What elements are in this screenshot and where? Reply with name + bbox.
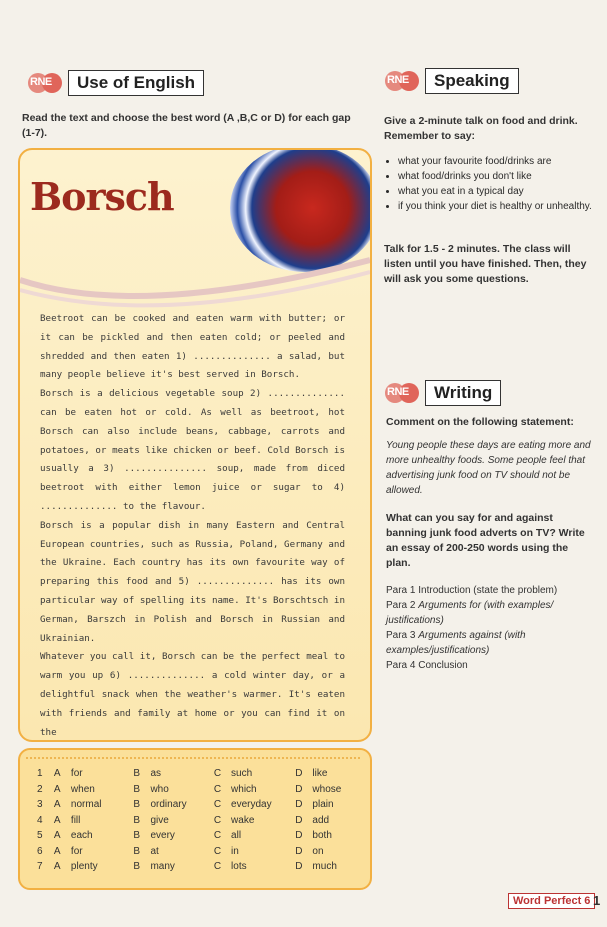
page-number: 1 [593,893,601,908]
option-number: 7 [37,861,43,873]
option-word: fill [70,814,81,826]
plan-item: Para 1 Introduction (state the problem) [386,585,558,596]
rne-badge-icon: RNE [385,71,419,91]
option-number: 1 [37,768,43,780]
writing-header [385,380,501,406]
answer-options-box [18,748,372,890]
option-word: plain [312,799,334,811]
table-row [34,782,370,798]
option-letter: B [133,814,141,826]
option-letter: D [295,845,303,857]
speaking-intro: Give a 2-minute talk on food and drink. Remember to say: [384,115,578,142]
passage-paragraph: Borsch is a delicious vegetable soup 2) .............. can be eaten hot or cold. As well as beetroot, hot Borsch can also include beans, cabbage, carrots and potatoes, or meats like chicken or beef. Cold Borsch is usually a 3) ............... soup, made from diced beetroot with either lemon juice or sugar to 4) .............. to the flavour. [40,388,345,512]
option-word: everyday [231,799,272,811]
option-word: for [70,768,83,780]
option-word: ordinary [150,799,187,811]
option-letter: C [213,830,222,842]
article-passage [40,310,345,742]
options-table [34,766,370,875]
speaking-closing: Talk for 1.5 - 2 minutes. The class will listen until you have finished. Then, they will ask you some questions. [384,243,587,285]
borsch-text-panel [18,148,372,742]
option-letter: A [53,845,61,857]
passage-paragraph: Borsch is a popular dish in many Eastern and Central European countries, such as Russia, Poland, Germany and the Ukraine. Each country has its own favourite way of preparing this food and 5) .............. has its own particular way of spelling its name. It's Borschtsch in German, Barszch in Polish and Borsch in Russian and Ukrainian. [40,519,345,644]
option-word: every [150,830,175,842]
option-number: 5 [37,830,43,842]
option-word: give [150,814,169,826]
use-of-english-instruction: Read the text and choose the best word (A ,B,C or D) for each gap (1-7). [22,112,351,139]
option-number: 6 [37,845,43,857]
table-row [34,859,370,875]
writing-heading: Writing [425,380,501,406]
option-word: when [70,783,95,795]
option-letter: D [295,814,303,826]
plan-item: Para 4 Conclusion [386,660,468,671]
option-letter: D [295,783,303,795]
option-word: all [231,830,242,842]
option-letter: A [53,783,61,795]
speaking-header [385,68,519,94]
option-word: each [70,830,93,842]
passage-paragraph: Whatever you call it, Borsch can be the perfect meal to warm you up 6) .............. a cold winter day, or a delightful snack when the weather's warmer. It's eaten with friends and family at home or you can find it on the [40,651,345,738]
option-word: such [231,768,253,780]
use-of-english-heading: Use of English [68,70,204,96]
dotted-divider [26,756,362,760]
plan-item: Para 2 Arguments for (with examples/ justifications) [386,600,554,626]
option-letter: C [213,845,222,857]
speaking-heading: Speaking [425,68,519,94]
option-word: both [312,830,332,842]
option-word: whose [312,783,342,795]
option-letter: A [53,861,61,873]
option-word: which [231,783,257,795]
option-number: 4 [37,814,43,826]
option-word: on [312,845,324,857]
option-word: normal [70,799,102,811]
option-word: plenty [70,861,98,873]
option-letter: B [133,799,141,811]
list-item: • what you eat in a typical day [398,184,603,199]
option-letter: C [213,814,222,826]
option-letter: B [133,768,141,780]
option-word: as [150,768,162,780]
list-item: • what food/drinks you don't like [398,169,603,184]
option-word: like [312,768,328,780]
book-title-badge: Word Perfect 6 [508,893,595,909]
option-word: many [150,861,175,873]
article-title: Borsch [30,174,174,219]
option-letter: C [213,783,222,795]
list-item: • if you think your diet is healthy or unhealthy. [398,199,603,214]
option-word: much [312,861,337,873]
option-letter: D [295,799,303,811]
rne-badge-icon: RNE [385,383,419,403]
writing-statement: Young people these days are eating more and more unhealthy foods. Some people feel that advertising junk food on TV should not be allowed. [386,440,591,496]
rne-badge-icon: RNE [28,73,62,93]
option-word: add [312,814,330,826]
option-letter: A [53,814,61,826]
option-word: at [150,845,159,857]
option-letter: D [295,861,303,873]
option-word: in [231,845,239,857]
speaking-bullets [384,154,603,214]
essay-plan [386,583,591,673]
use-of-english-header [28,70,204,96]
table-row [34,766,370,782]
option-letter: B [133,861,141,873]
plan-item: Para 3 Arguments against (with examples/justifications) [386,630,526,656]
option-letter: A [53,768,61,780]
list-item: • what your favourite food/drinks are [398,154,603,169]
option-letter: D [295,768,303,780]
decorative-swoosh [20,250,370,310]
option-letter: C [213,799,222,811]
option-letter: B [133,830,141,842]
table-row [34,844,370,860]
option-word: who [150,783,169,795]
table-row [34,813,370,829]
option-letter: C [213,861,222,873]
option-word: lots [231,861,247,873]
option-letter: B [133,783,141,795]
option-letter: B [133,845,141,857]
option-word: wake [231,814,255,826]
passage-paragraph: Beetroot can be cooked and eaten warm with butter; or it can be pickled and then eaten cold; or peeled and shredded and then eaten 1) .............. a salad, but many people believe it's best served in Borsch. [40,313,345,381]
option-letter: C [213,768,222,780]
table-row [34,797,370,813]
table-row [34,828,370,844]
option-number: 2 [37,783,43,795]
writing-task: What can you say for and against banning junk food adverts on TV? Write an essay of 200-250 words using the plan. [386,512,585,569]
option-letter: A [53,799,61,811]
writing-comment: Comment on the following statement: [386,416,574,428]
option-number: 3 [37,799,43,811]
option-letter: A [53,830,61,842]
option-letter: D [295,830,303,842]
option-word: for [70,845,83,857]
